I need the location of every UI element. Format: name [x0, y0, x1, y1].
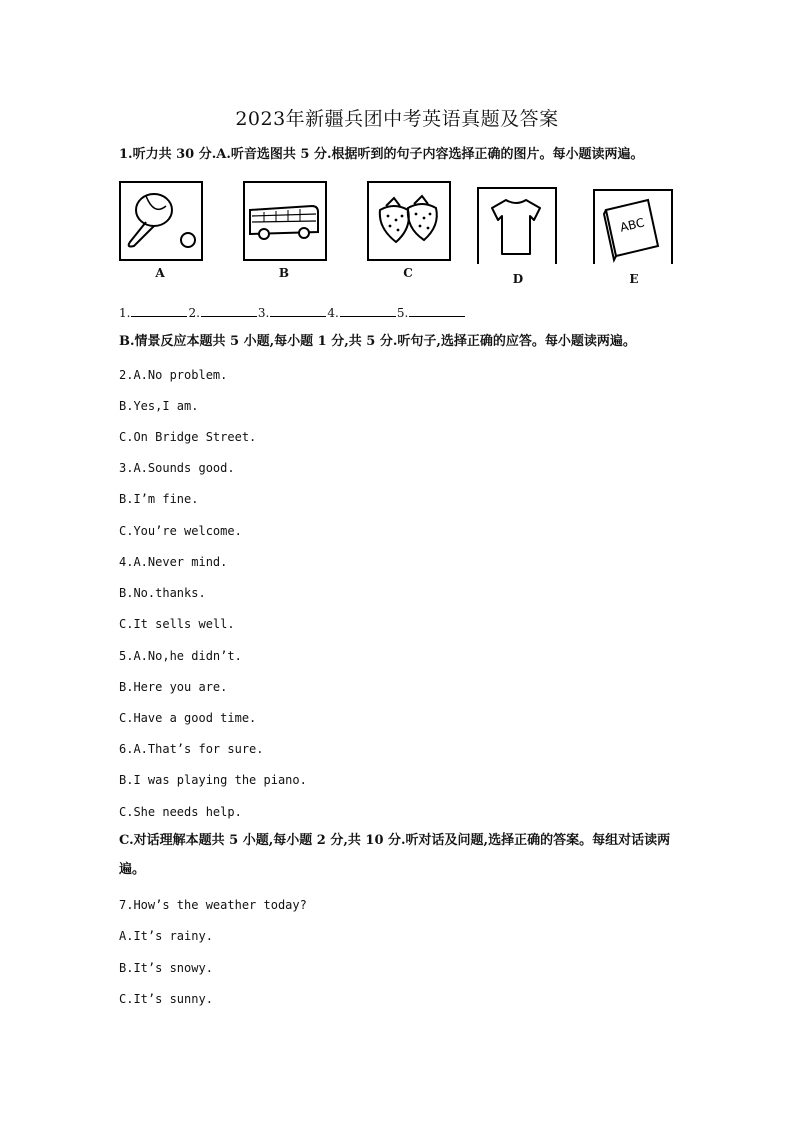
picture-options	[116, 176, 686, 296]
section-c-heading: C.对话理解本题共 5 小题,每小题 2 分,共 10 分.听对话及问题,选择正确的答案。每组对话读两遍。	[119, 833, 671, 877]
answer-blank[interactable]	[270, 304, 326, 317]
option-line: C.It sells well.	[119, 617, 235, 631]
option-line: 2.A.No problem.	[119, 368, 228, 382]
option-line: B.It’s snowy.	[119, 961, 213, 975]
page-title: 2023年新疆兵团中考英语真题及答案	[235, 108, 559, 130]
option-line: B.I was playing the piano.	[119, 773, 307, 787]
option-line: 3.A.Sounds good.	[119, 461, 235, 475]
option-line: A.It’s rainy.	[119, 929, 213, 943]
option-line: B.Here you are.	[119, 680, 228, 694]
answer-blank[interactable]	[340, 304, 396, 317]
bus-icon	[242, 176, 328, 264]
option-line: C.It’s sunny.	[119, 992, 213, 1006]
question-line: 7.How’s the weather today?	[119, 898, 307, 912]
blank-label: 1.	[119, 306, 131, 320]
option-line: 5.A.No,he didn’t.	[119, 649, 242, 663]
picture-option-a	[118, 176, 202, 280]
picture-label: D	[512, 272, 524, 286]
blank-label: 3.	[257, 306, 270, 320]
option-line: 6.A.That’s for sure.	[119, 742, 264, 756]
section-b-heading: B.情景反应本题共 5 小题,每小题 1 分,共 5 分.听句子,选择正确的应答。每小题读两遍。	[119, 334, 636, 349]
option-line: B.Yes,I am.	[119, 399, 199, 413]
picture-option-e	[592, 176, 676, 286]
option-line: B.No.thanks.	[119, 586, 206, 600]
picture-label: C	[403, 266, 413, 280]
blank-label: 4.	[327, 306, 339, 320]
section-a-heading: 1.听力共 30 分.A.听音选图共 5 分.根据听到的句子内容选择正确的图片。每小题读两遍。	[119, 147, 644, 162]
answer-blank[interactable]	[131, 304, 187, 317]
t-shirt-icon	[476, 176, 562, 264]
answer-blank[interactable]	[409, 304, 465, 317]
picture-option-c	[366, 176, 450, 280]
ping-pong-icon	[118, 176, 204, 264]
picture-option-b	[242, 176, 326, 280]
answer-blank[interactable]	[201, 304, 257, 317]
option-line: C.Have a good time.	[119, 711, 257, 725]
option-line: C.On Bridge Street.	[119, 430, 257, 444]
blank-label: 2.	[188, 306, 200, 320]
option-line: C.You’re welcome.	[119, 524, 242, 538]
strawberries-icon	[366, 176, 452, 264]
blank-label: 5.	[396, 306, 409, 320]
option-line: C.She needs help.	[119, 805, 242, 819]
option-line: B.I’m fine.	[119, 492, 199, 506]
book-icon	[592, 176, 678, 264]
picture-label: B	[278, 266, 290, 280]
picture-label: A	[155, 266, 165, 280]
picture-option-d	[476, 176, 560, 286]
picture-label: E	[629, 272, 639, 286]
answer-blanks	[119, 304, 466, 320]
option-line: 4.A.Never mind.	[119, 555, 228, 569]
book-cover-text: ABC	[618, 215, 646, 235]
